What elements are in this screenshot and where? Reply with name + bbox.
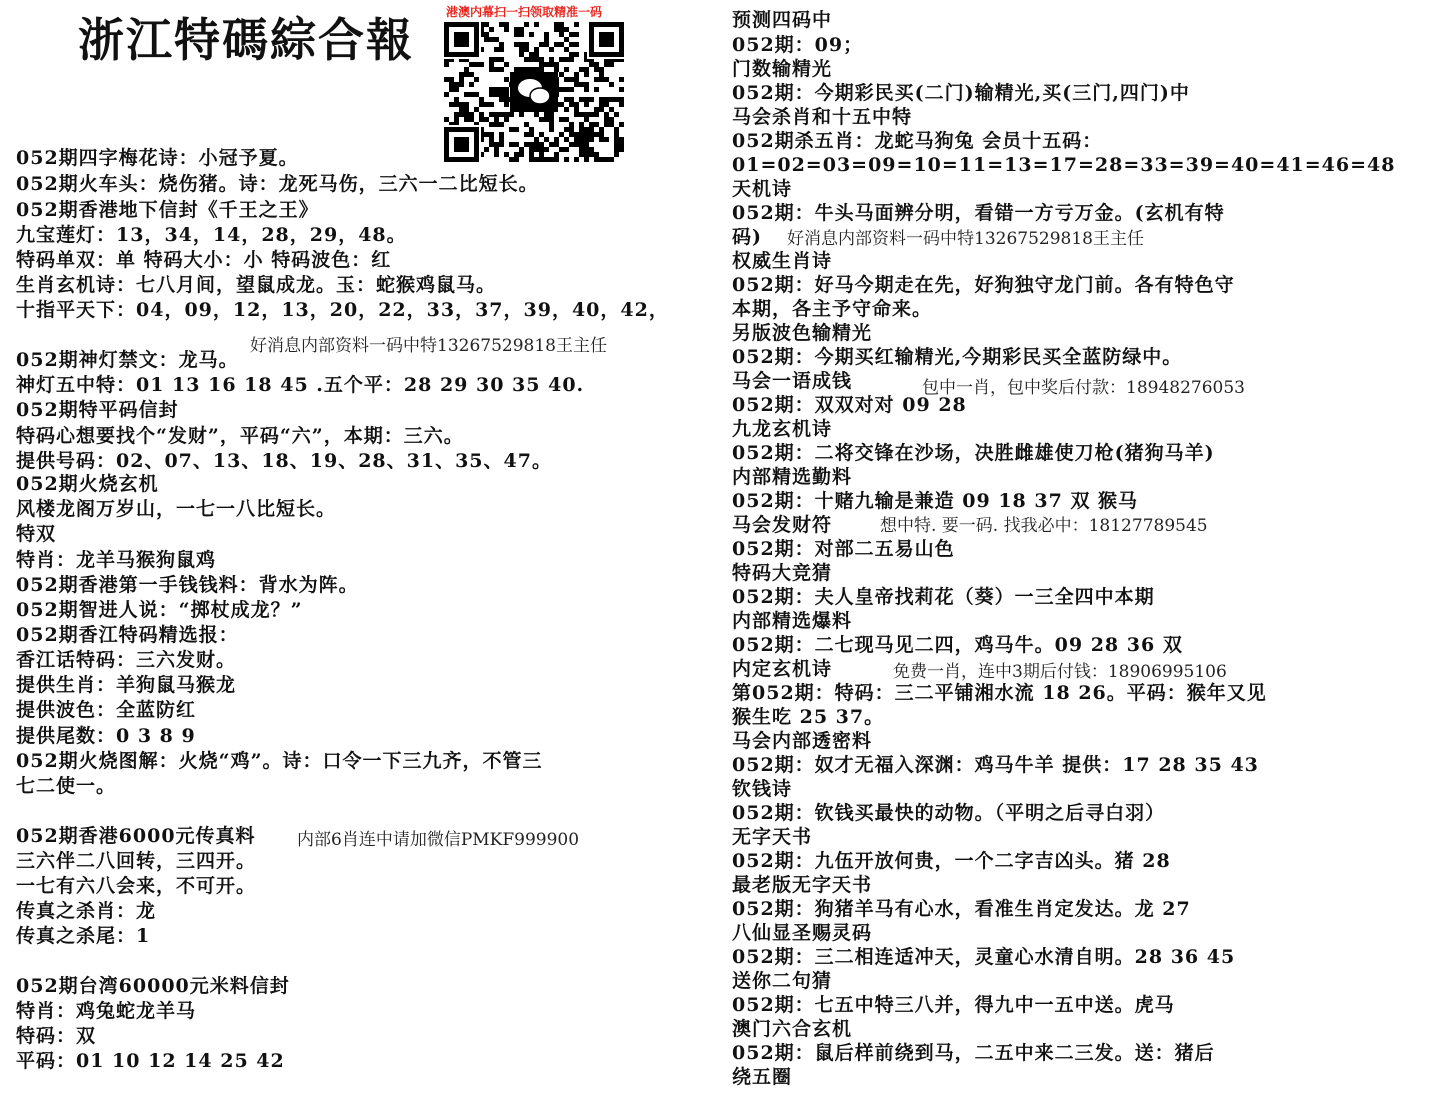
left-line: 特双	[16, 523, 57, 545]
right-line: 052期：牛头马面辨分明，看错一方亏万金。(玄机有特	[732, 202, 1225, 224]
right-line: 052期：三二相连适冲天，灵童心水清自明。28 36 45	[732, 946, 1236, 968]
promo-overlay: 内部6肖连中请加微信PMKF999900	[297, 830, 580, 850]
right-line: 052期：双双对对 09 28	[732, 394, 967, 416]
left-line: 052期香港地下信封《千王之王》	[16, 199, 319, 221]
left-line: 生肖玄机诗：七八月间，望鼠成龙。玉：蛇猴鸡鼠马。	[16, 274, 497, 296]
left-line: 特码：双	[16, 1025, 97, 1047]
left-line: 052期台湾60000元米料信封	[16, 975, 290, 997]
right-line: 送你二句猜	[732, 970, 833, 992]
left-line: 神灯五中特：01 13 16 18 45 .五个平：28 29 30 35 40.	[16, 374, 585, 396]
right-line: 特码大竞猜	[732, 562, 833, 584]
left-line: 特码心想要找个“发财”，平码“六”，本期：三六。	[16, 425, 464, 447]
left-line: 052期火车头：烧伤猪。诗：龙死马伤，三六一二比短长。	[16, 173, 539, 195]
right-line: 052期：今期彩民买(二门)输精光,买(三门,四门)中	[732, 82, 1190, 104]
right-line: 052期：夫人皇帝找莉花（葵）一三全四中本期	[732, 586, 1155, 608]
right-line: 马会发财符	[732, 514, 833, 536]
right-line: 052期：九伍开放何贵，一个二字吉凶头。猪 28	[732, 850, 1171, 872]
right-line: 预测四码中	[732, 9, 833, 31]
right-line: 猴生吃 25 37。	[732, 706, 885, 728]
left-line: 一七有六八会来，不可开。	[16, 875, 257, 897]
left-line: 052期香港6000元传真料	[16, 825, 256, 847]
right-line: 另版波色输精光	[732, 322, 873, 344]
left-line: 十指平天下：04，09，12，13，20，22，33，37，39，40，42，	[16, 299, 669, 321]
right-line: 052期：好马今期走在先，好狗独守龙门前。各有特色守	[732, 274, 1235, 296]
left-line: 052期香江特码精选报：	[16, 624, 239, 646]
left-line: 052期智进人说：“掷杖成龙？”	[16, 599, 303, 621]
right-line: 内部精选勤料	[732, 466, 853, 488]
left-line: 提供尾数：0 3 8 9	[16, 725, 196, 747]
left-line: 提供号码：02、07、13、18、19、28、31、35、47。	[16, 450, 552, 472]
left-line: 七二使一。	[16, 775, 117, 797]
qr-code-image	[444, 22, 624, 162]
right-line: 码)	[732, 226, 762, 248]
right-line: 钦钱诗	[732, 778, 793, 800]
right-line: 052期：鼠后样前绕到马，二五中来二三发。送：猪后	[732, 1042, 1215, 1064]
left-line: 特肖：鸡兔蛇龙羊马	[16, 1000, 197, 1022]
left-line: 传真之杀尾：1	[16, 925, 151, 947]
left-line: 052期特平码信封	[16, 399, 179, 421]
right-line: 052期杀五肖：龙蛇马狗兔 会员十五码：	[732, 130, 1103, 152]
right-line: 052期：十赌九输是兼造 09 18 37 双 猴马	[732, 490, 1139, 512]
left-line: 特肖：龙羊马猴狗鼠鸡	[16, 549, 217, 571]
left-line: 提供生肖：羊狗鼠马猴龙	[16, 674, 237, 696]
qr-caption: 港澳内幕扫一扫领取精准一码	[446, 5, 603, 19]
right-line: 门数输精光	[732, 58, 833, 80]
promo-overlay: 包中一肖，包中奖后付款：18948276053	[922, 378, 1245, 398]
right-line: 第052期：特码：三二平铺湘水流 18 26。平码：猴年又见	[732, 682, 1267, 704]
right-line: 052期：二七现马见二四，鸡马牛。09 28 36 双	[732, 634, 1183, 656]
right-line: 内定玄机诗	[732, 658, 833, 680]
left-line: 九宝莲灯：13，34，14，28，29，48。	[16, 224, 407, 246]
right-line: 052期：七五中特三八并，得九中一五中送。虎马	[732, 994, 1175, 1016]
right-line: 052期：09；	[732, 34, 864, 56]
right-line: 天机诗	[732, 178, 793, 200]
right-line: 九龙玄机诗	[732, 418, 833, 440]
right-line: 澳门六合玄机	[732, 1018, 853, 1040]
right-line: 无字天书	[732, 826, 813, 848]
right-line: 绕五圈	[732, 1066, 793, 1088]
right-line: 内部精选爆料	[732, 610, 853, 632]
left-line: 传真之杀肖：龙	[16, 900, 157, 922]
right-line: 最老版无字天书	[732, 874, 873, 896]
left-line: 052期四字梅花诗：小冠予夏。	[16, 147, 299, 169]
left-line: 平码：01 10 12 14 25 42	[16, 1050, 285, 1072]
left-line: 三六伴二八回转，三四开。	[16, 850, 257, 872]
right-line: 权威生肖诗	[732, 250, 833, 272]
right-line: 本期，各主予守命来。	[732, 298, 933, 320]
promo-overlay: 好消息内部资料一码中特13267529818王主任	[787, 229, 1144, 249]
right-line: 052期：对部二五易山色	[732, 538, 955, 560]
left-line: 提供波色：全蓝防红	[16, 699, 197, 721]
right-line: 052期：二将交锋在沙场，决胜雌雄使刀枪(猪狗马羊)	[732, 442, 1215, 464]
right-line: 01=02=03=09=10=11=13=17=28=33=39=40=41=46=48	[732, 154, 1396, 176]
qr-code[interactable]	[444, 22, 624, 162]
left-line: 052期火烧图解：火烧“鸡”。诗：口令一下三九齐，不管三	[16, 750, 543, 772]
right-line: 052期：今期买红输精光,今期彩民买全蓝防绿中。	[732, 346, 1183, 368]
right-line: 052期：奴才无福入深渊：鸡马牛羊 提供：17 28 35 43	[732, 754, 1259, 776]
left-line: 052期香港第一手钱钱料：背水为阵。	[16, 574, 359, 596]
left-line: 052期火烧玄机	[16, 473, 159, 495]
masthead-title: 浙江特碼綜合報	[78, 13, 414, 67]
right-line: 052期：狗猪羊马有心水，看准生肖定发达。龙 27	[732, 898, 1191, 920]
left-line: 风楼龙阁万岁山，一七一八比短长。	[16, 498, 337, 520]
promo-overlay: 想中特. 要一码. 找我必中：18127789545	[880, 516, 1208, 536]
right-line: 马会杀肖和十五中特	[732, 106, 913, 128]
right-line: 马会一语成钱	[732, 370, 853, 392]
left-line: 香江话特码：三六发财。	[16, 649, 237, 671]
promo-overlay: 好消息内部资料一码中特13267529818王主任	[250, 336, 607, 356]
left-line: 特码单双：单 特码大小：小 特码波色：红	[16, 249, 392, 271]
right-line: 052期：钦钱买最快的动物。（平明之后寻白羽）	[732, 802, 1166, 824]
right-line: 八仙显圣赐灵码	[732, 922, 873, 944]
promo-overlay: 免费一肖，连中3期后付钱：18906995106	[893, 662, 1227, 682]
right-line: 马会内部透密料	[732, 730, 873, 752]
left-line: 052期神灯禁文：龙马。	[16, 349, 239, 371]
